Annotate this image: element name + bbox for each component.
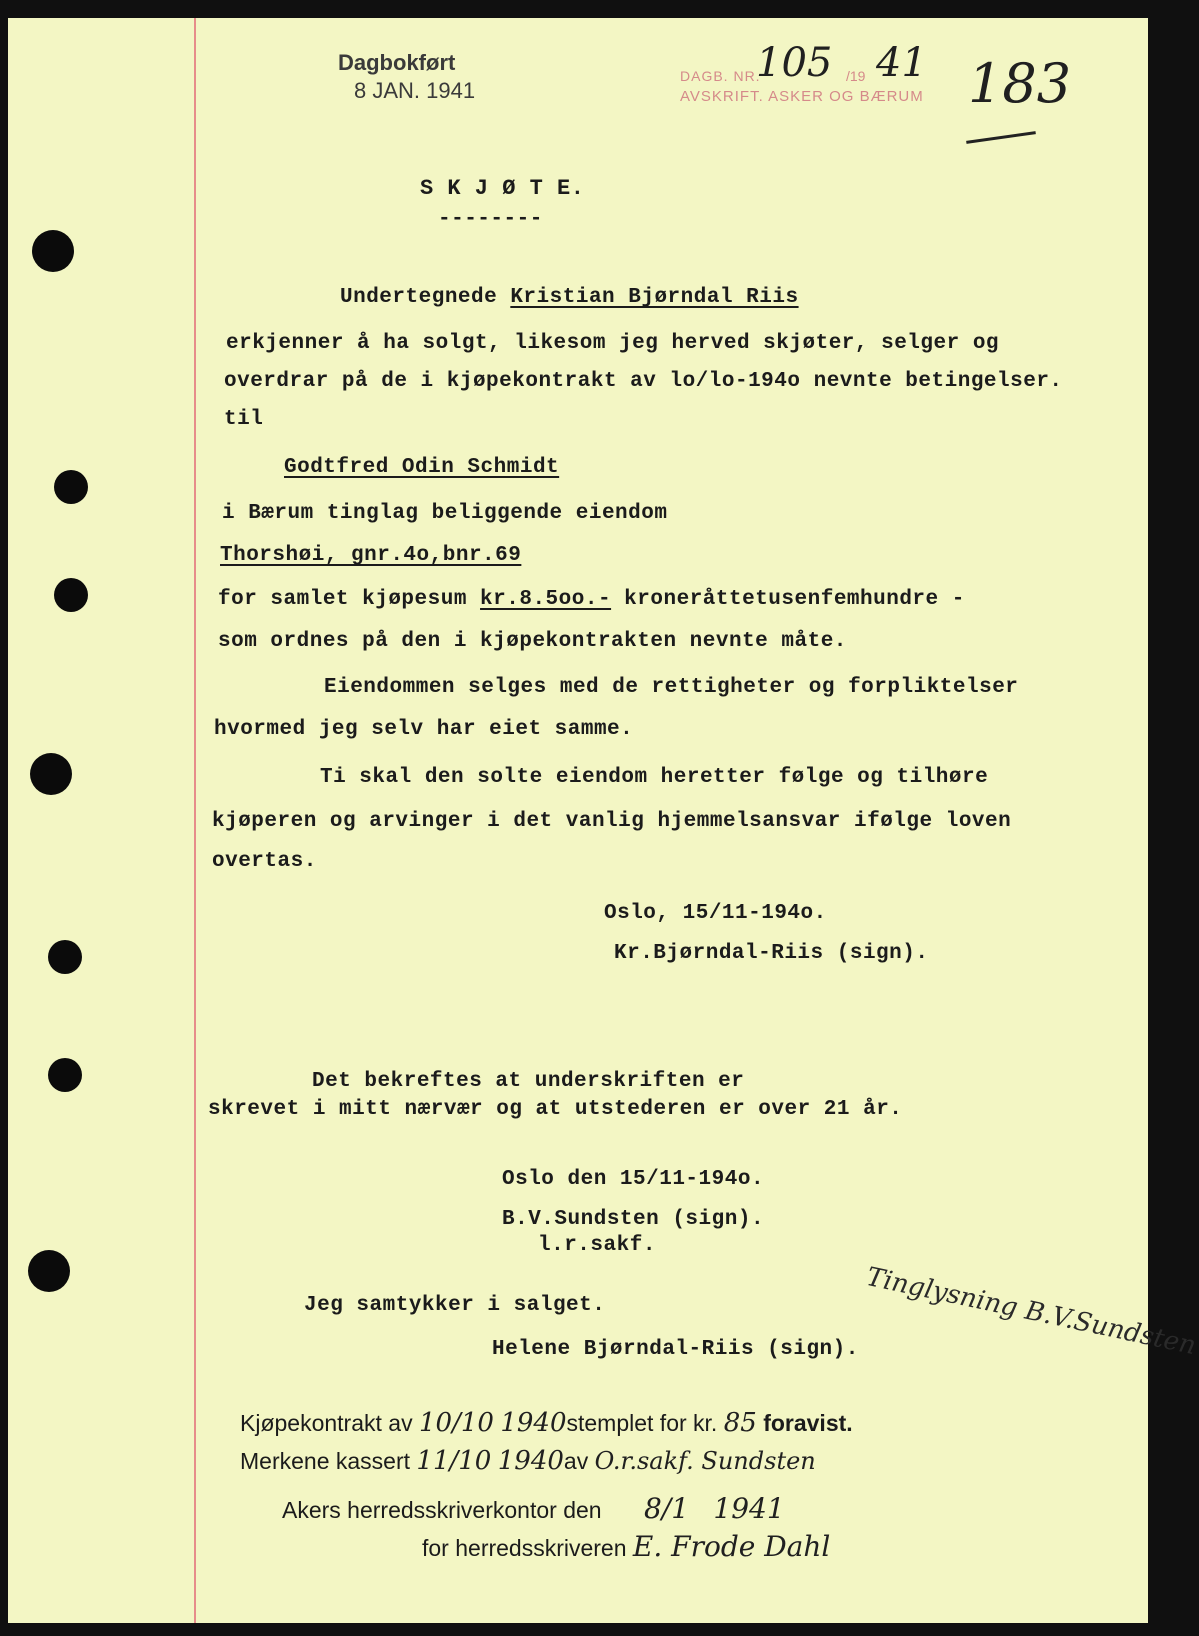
place-date: Oslo, 15/11-194o.	[604, 902, 827, 925]
year-prefix: /19	[846, 68, 866, 84]
margin-line	[194, 18, 196, 1623]
price-words: kroneråttetusenfemhundre -	[611, 588, 965, 611]
footer-label: foravist.	[763, 1410, 853, 1436]
body-line-3: overdrar på de i kjøpekontrakt av lo/lo-194o nevnte betingelser.	[224, 370, 1063, 393]
folio-number: 183	[968, 52, 1072, 115]
year-suffix: 41	[876, 40, 927, 86]
footer-label: Kjøpekontrakt av	[240, 1410, 413, 1436]
location-line: i Bærum tinglag beliggende eiendom	[222, 502, 668, 525]
footer-label: av	[563, 1448, 589, 1474]
contract-date: 10/10	[418, 1408, 494, 1438]
cancel-year: 1940	[497, 1446, 564, 1476]
witness-signature: B.V.Sundsten (sign).	[502, 1208, 765, 1231]
folio-underline	[966, 131, 1036, 144]
registry-date: 8/1	[643, 1492, 690, 1525]
punch-hole	[32, 230, 74, 272]
price-amount: kr.8.5oo.-	[480, 588, 612, 611]
witness-line-1: Det bekreftes at underskriften er	[312, 1070, 745, 1093]
punch-hole	[54, 470, 88, 504]
cancel-date: 11/10	[416, 1446, 492, 1476]
stamp-amount: 85	[723, 1408, 757, 1438]
registry-year: 1941	[713, 1492, 785, 1525]
body-intro: Undertegnede	[340, 286, 511, 309]
para-line-6: overtas.	[212, 850, 317, 873]
para-line-1: som ordnes på den i kjøpekontrakten nevnte måte.	[218, 630, 847, 653]
para-line-5: kjøperen og arvinger i det vanlig hjemmelsansvar ifølge loven	[212, 810, 1012, 833]
witness-title: l.r.sakf.	[538, 1234, 656, 1257]
footer-line-2	[240, 1446, 816, 1476]
witness-date: Oslo den 15/11-194o.	[502, 1168, 765, 1191]
consent-signature: Helene Bjørndal-Riis (sign).	[492, 1338, 859, 1361]
punch-hole	[48, 940, 82, 974]
punch-hole	[54, 578, 88, 612]
dagb-label: DAGB. NR.	[680, 68, 761, 84]
punch-hole	[30, 753, 72, 795]
punch-hole	[48, 1058, 82, 1092]
buyer-name: Godtfred Odin Schmidt	[284, 456, 560, 479]
body-line-2: erkjenner å ha solgt, likesom jeg herved skjøter, selger og	[226, 332, 1000, 355]
dagb-number: 105	[756, 40, 833, 86]
seller-signature: Kr.Bjørndal-Riis (sign).	[614, 942, 929, 965]
para-line-2: Eiendommen selges med de rettigheter og forpliktelser	[324, 676, 1019, 699]
footer-label: stemplet for kr.	[566, 1410, 718, 1436]
cancelled-by: O.r.sakf. Sundsten	[594, 1447, 816, 1475]
body-line-1	[340, 286, 799, 309]
document-title: S K J Ø T E.	[420, 176, 585, 201]
footer-line-4	[422, 1530, 830, 1563]
contract-year: 1940	[500, 1408, 567, 1438]
para-line-4: Ti skal den solte eiendom heretter følge og tilhøre	[320, 766, 989, 789]
footer-line-3	[282, 1492, 785, 1525]
registrar-signature: E. Frode Dahl	[632, 1530, 831, 1563]
consent-line: Jeg samtykker i salget.	[304, 1294, 606, 1317]
footer-label: Merkene kassert	[240, 1448, 411, 1474]
office-stamp: AVSKRIFT. ASKER OG BÆRUM	[680, 88, 924, 105]
footer-label: for herredsskriveren	[422, 1535, 627, 1561]
seller-name: Kristian Bjørndal Riis	[510, 286, 799, 309]
price-prefix: for samlet kjøpesum	[218, 588, 481, 611]
document-page	[8, 18, 1199, 1623]
footer-label: Akers herredsskriverkontor den	[282, 1497, 602, 1523]
dagbokfort-stamp: Dagbokført	[338, 50, 456, 75]
para-line-3: hvormed jeg selv har eiet samme.	[214, 718, 634, 741]
title-rule: --------	[438, 208, 543, 231]
stamp-date: 8 JAN. 1941	[354, 78, 476, 103]
property-id: Thorshøi, gnr.4o,bnr.69	[220, 544, 522, 567]
punch-hole	[28, 1250, 70, 1292]
price-line	[218, 588, 965, 611]
witness-line-2: skrevet i mitt nærvær og at utstederen er over 21 år.	[208, 1098, 903, 1121]
footer-line-1	[240, 1408, 853, 1438]
handwritten-note: Tinglysning B.V.Sundsten	[863, 1262, 1199, 1362]
body-line-4: til	[224, 408, 264, 431]
